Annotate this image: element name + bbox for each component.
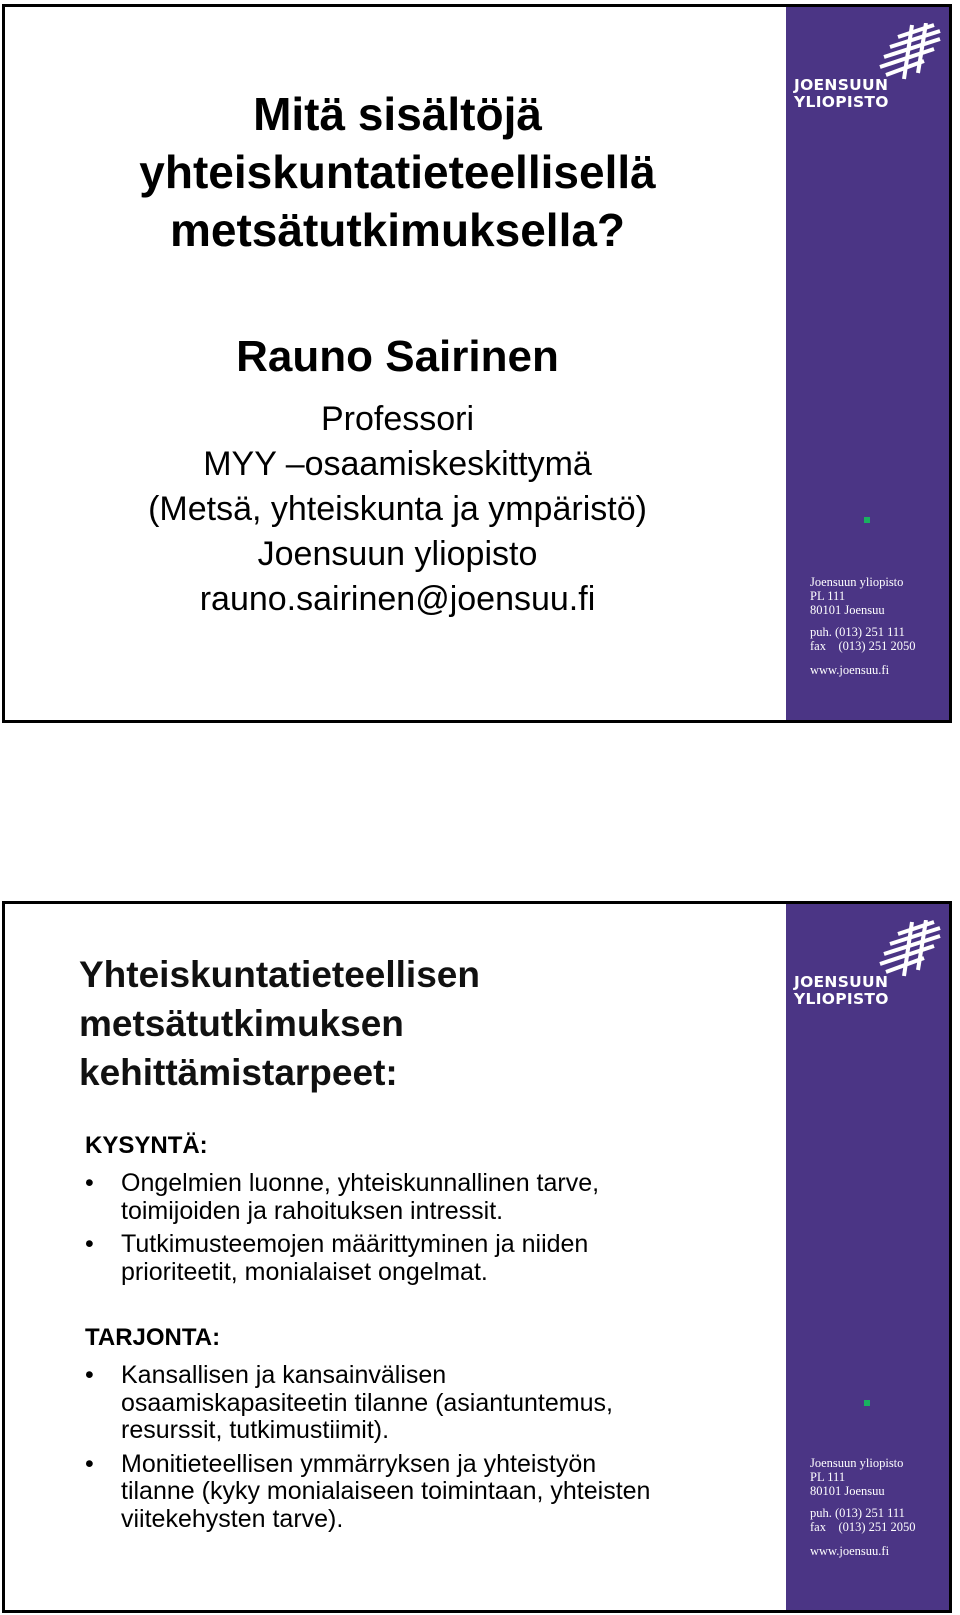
- accent-square-icon: [864, 517, 870, 523]
- contact-block: [810, 575, 916, 677]
- list-item: [85, 1362, 745, 1445]
- contact-fax: fax (013) 251 2050: [810, 639, 916, 653]
- item-line: resurssit, tutkimustiimit).: [121, 1416, 390, 1444]
- logo-wordmark: [794, 77, 889, 111]
- slide-2: [2, 901, 952, 1613]
- author-unit: MYY –osaamiskeskittymä: [203, 445, 592, 483]
- item-line: osaamiskapasiteetin tilanne (asiantuntemus,: [121, 1388, 613, 1417]
- contact-city: 80101 Joensuu: [810, 1484, 885, 1498]
- bullet-icon: •: [85, 1169, 94, 1197]
- contact-web-link[interactable]: www.joensuu.fi: [810, 1544, 890, 1558]
- item-line: Ongelmien luonne, yhteiskunnallinen tarve,: [121, 1169, 600, 1197]
- contact-pl: PL 111: [810, 1470, 846, 1484]
- author-name: Rauno Sairinen: [236, 332, 559, 381]
- contact-org: Joensuun yliopisto: [810, 1456, 904, 1470]
- bullet-icon: •: [85, 1361, 94, 1389]
- logo-line: JOENSUUN: [794, 76, 889, 94]
- item-line: prioriteetit, monialaiset ongelmat.: [121, 1257, 488, 1286]
- title-line: kehittämistarpeet:: [79, 1052, 398, 1093]
- item-line: Tutkimusteemojen määrittyminen ja niiden: [121, 1230, 589, 1258]
- title-line: Yhteiskuntatieteellisen: [79, 954, 480, 995]
- logo-line: YLIOPISTO: [794, 990, 889, 1008]
- logo-line: YLIOPISTO: [794, 93, 889, 111]
- contact-block: [810, 1456, 916, 1558]
- contact-phone: puh. (013) 251 111: [810, 1506, 905, 1520]
- slide-2-title: [79, 950, 480, 1097]
- supply-list: [85, 1362, 745, 1539]
- logo-grid-icon: [794, 23, 944, 83]
- logo-line: JOENSUUN: [794, 973, 889, 991]
- author-title: Professori: [320, 400, 475, 438]
- contact-city: 80101 Joensuu: [810, 603, 885, 617]
- author-email[interactable]: rauno.sairinen@joensuu.fi: [199, 580, 596, 618]
- author-details: [5, 397, 790, 622]
- contact-org: Joensuun yliopisto: [810, 575, 904, 589]
- brand-panel: [786, 904, 949, 1610]
- item-line: toimijoiden ja rahoituksen intressit.: [121, 1196, 504, 1225]
- brand-panel: [786, 7, 949, 720]
- contact-pl: PL 111: [810, 589, 846, 603]
- item-line: Kansallisen ja kansainvälisen: [121, 1361, 447, 1389]
- section-heading-demand: KYSYNTÄ:: [85, 1132, 208, 1159]
- university-logo: [794, 23, 944, 123]
- title-line: Mitä sisältöjä: [253, 88, 542, 140]
- title-line: metsätutkimuksella?: [169, 204, 626, 256]
- bullet-icon: •: [85, 1230, 94, 1258]
- contact-phone: puh. (013) 251 111: [810, 625, 905, 639]
- author-org: Joensuun yliopisto: [257, 535, 538, 573]
- section-heading-supply: TARJONTA:: [85, 1324, 221, 1351]
- title-line: yhteiskuntatieteellisellä: [139, 146, 656, 198]
- contact-web-link[interactable]: www.joensuu.fi: [810, 663, 890, 677]
- logo-grid-icon: [794, 920, 944, 980]
- slide-1: [2, 4, 952, 723]
- author-unit-full: (Metsä, yhteiskunta ja ympäristö): [148, 490, 647, 528]
- logo-wordmark: [794, 974, 889, 1008]
- list-item: [85, 1231, 745, 1286]
- slide-1-title: [5, 85, 790, 259]
- title-line: metsätutkimuksen: [79, 1003, 404, 1044]
- bullet-icon: •: [85, 1449, 94, 1478]
- accent-square-icon: [864, 1400, 870, 1406]
- university-logo: [794, 920, 944, 1020]
- list-item: [85, 1451, 745, 1534]
- item-line: Monitieteellisen ymmärryksen ja yhteistyön: [121, 1449, 597, 1478]
- demand-list: [85, 1170, 745, 1292]
- item-line: tilanne (kyky monialaiseen toimintaan, yhteisten: [121, 1477, 651, 1505]
- item-line: viitekehysten tarve).: [121, 1504, 344, 1533]
- list-item: [85, 1170, 745, 1225]
- contact-fax: fax (013) 251 2050: [810, 1520, 916, 1534]
